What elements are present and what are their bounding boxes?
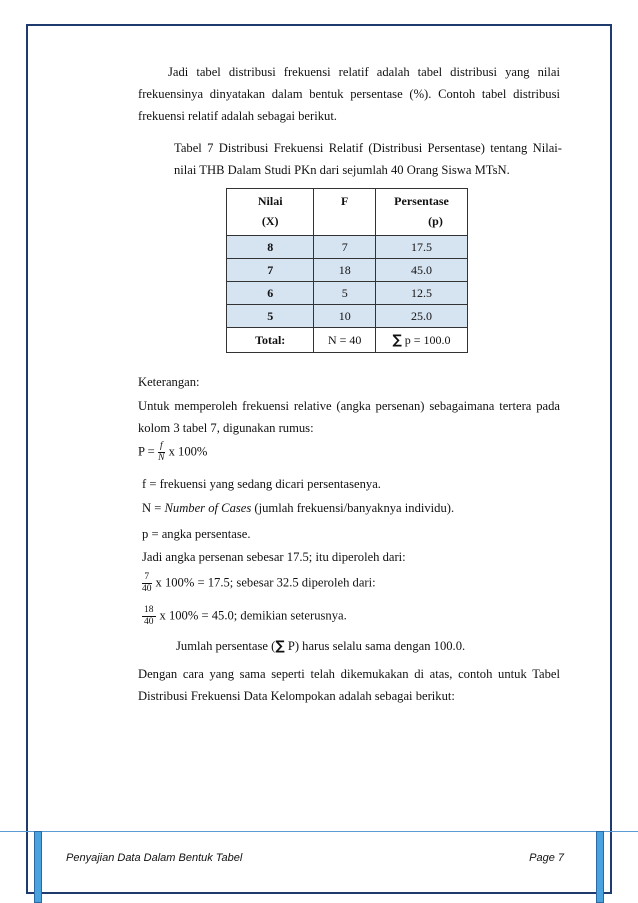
header-nilai: Nilai (X): [227, 189, 314, 236]
header-f: F: [314, 189, 376, 236]
table-row: [227, 282, 468, 305]
notes-heading: Keterangan:: [138, 375, 200, 389]
definition-f: f = frekuensi yang sedang dicari persentasenya.: [142, 477, 381, 491]
cell-p: 25.0: [376, 305, 468, 328]
notes-line-1: Untuk memperoleh frekuensi relative (angka persenan) sebagaimana tertera pada: [138, 399, 560, 413]
table-row: [227, 236, 468, 259]
footer-title: Penyajian Data Dalam Bentuk Tabel: [66, 852, 243, 864]
intro-line-2: frekuensinya dinyatakan dalam bentuk persentase (%). Contoh tabel distribusi: [138, 87, 560, 101]
closing-line-1: Dengan cara yang sama seperti telah dikemukakan di atas, contoh untuk Tabel: [138, 667, 560, 681]
cell-f: 10: [314, 305, 376, 328]
cell-p: 17.5: [376, 236, 468, 259]
footer-left-bar: [34, 831, 42, 903]
footer-right-bar: [596, 831, 604, 903]
closing-line-2: Distribusi Frekuensi Data Kelompokan adalah sebagai berikut:: [138, 689, 455, 703]
intro-line-3: frekuensi relatif adalah sebagai berikut.: [138, 109, 337, 123]
example-2: $\frac{18}{40}$ x 100% = 45.0; demikian seterusnya.: [144, 605, 347, 627]
formula-fraction: $\frac{f}{N}$: [158, 441, 165, 463]
intro-line-1: Jadi tabel distribusi frekuensi relatif adalah tabel distribusi yang nilai: [168, 65, 560, 79]
sum-rule: Jumlah persentase (∑ P) harus selalu sama dengan 100.0.: [176, 639, 466, 654]
table-total-row: [227, 328, 468, 353]
sigma-symbol: ∑: [275, 639, 285, 654]
cell-f: 7: [314, 236, 376, 259]
total-n: N = 40: [314, 328, 376, 353]
formula: P = $\frac{f}{N}$ x 100%: [138, 441, 208, 463]
header-persentase: Persentase (p): [376, 189, 468, 236]
cell-p: 12.5: [376, 282, 468, 305]
table-caption-line-1: Tabel 7 Distribusi Frekuensi Relatif (Distribusi Persentase) tentang Nilai-: [174, 141, 562, 155]
cell-nilai: 8: [227, 236, 314, 259]
total-p: ∑ p = 100.0: [376, 328, 468, 353]
cell-p: 45.0: [376, 259, 468, 282]
definition-n: N = Number of Cases (jumlah frekuensi/banyaknya individu).: [142, 501, 455, 515]
table-caption-line-2: nilai THB Dalam Studi PKn dari sejumlah 40 Orang Siswa MTsN.: [174, 163, 510, 177]
table-row: [227, 305, 468, 328]
cell-nilai: 7: [227, 259, 314, 282]
example-intro: Jadi angka persenan sebesar 17.5; itu diperoleh dari:: [142, 550, 406, 564]
footer-divider: [0, 831, 638, 832]
notes-line-2: kolom 3 tabel 7, digunakan rumus:: [138, 421, 314, 435]
cell-f: 5: [314, 282, 376, 305]
example-1-fraction: $\frac{7}{40}$: [142, 572, 152, 594]
frequency-table: [226, 188, 468, 353]
cell-nilai: 6: [227, 282, 314, 305]
table-row: [227, 259, 468, 282]
cell-f: 18: [314, 259, 376, 282]
definition-p: p = angka persentase.: [142, 527, 251, 541]
example-2-fraction: $\frac{18}{40}$: [144, 605, 154, 627]
footer-page-number: Page 7: [529, 852, 564, 864]
sigma-symbol: ∑: [392, 332, 402, 348]
total-label: Total:: [227, 328, 314, 353]
cell-nilai: 5: [227, 305, 314, 328]
example-1: $\frac{7}{40}$ x 100% = 17.5; sebesar 32.5 diperoleh dari:: [142, 572, 376, 594]
